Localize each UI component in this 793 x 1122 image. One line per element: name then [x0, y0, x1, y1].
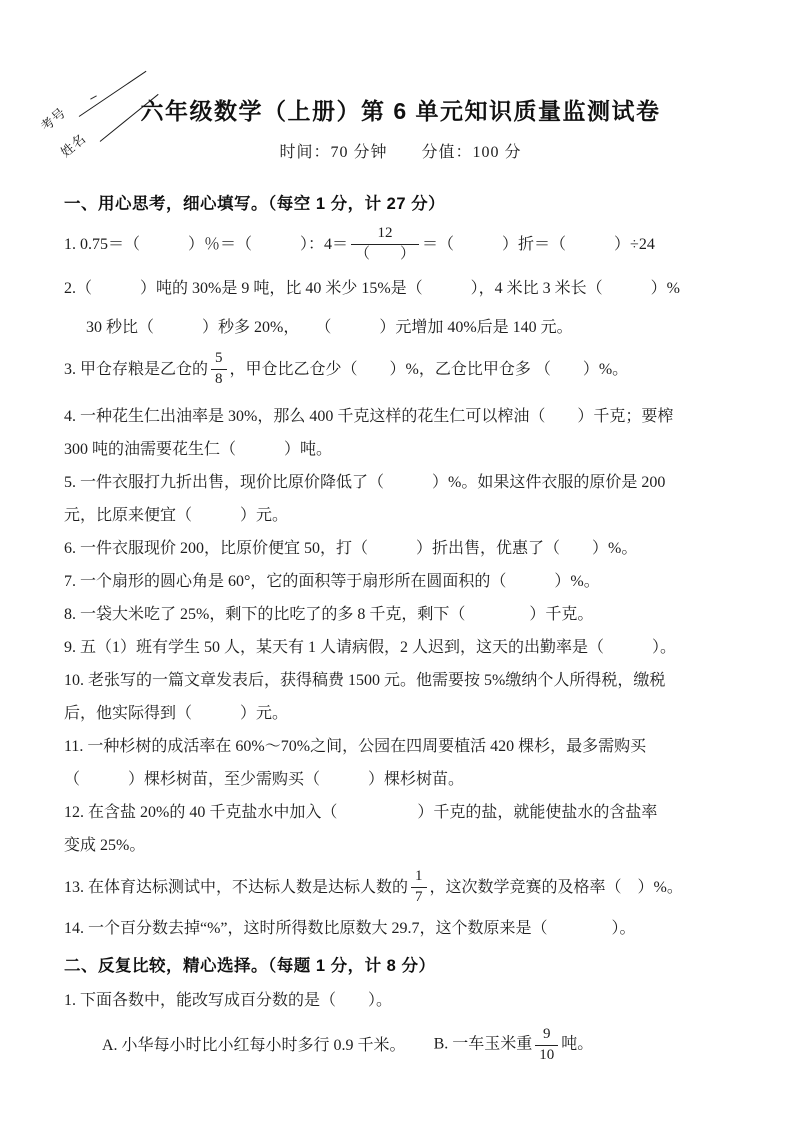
section2-q1-options	[64, 1017, 737, 1073]
section2-heading: 二、反复比较，精心选择。（每题 1 分，计 8 分）	[64, 957, 436, 975]
q13-pre: 13. 在体育达标测试中，不达标人数是达标人数的	[64, 878, 409, 896]
question-9: 9. 五（1）班有学生 50 人，某天有 1 人请病假，2 人迟到，这天的出勤率是（ ）。	[64, 639, 677, 656]
option-b-post: 吨。	[561, 1035, 594, 1053]
question-4-line2: 300 吨的油需要花生仁（ ）吨。	[64, 441, 333, 458]
q3-fraction-denominator: 8	[211, 369, 227, 388]
question-14: 14. 一个百分数去掉“%”，这时所得数比原数大 29.7，这个数原来是（ ）。	[64, 920, 636, 937]
q3-pre: 3. 甲仓存粮是乙仓的	[64, 360, 209, 378]
q1-post: ＝（ ）折＝（ ）÷24	[422, 235, 655, 253]
q1-fraction-numerator: 12	[377, 225, 393, 242]
question-8: 8. 一袋大米吃了 25%，剩下的比吃了的多 8 千克，剩下（ ）千克。	[64, 606, 594, 623]
q13-fraction-denominator: 7	[411, 887, 427, 906]
question-3	[64, 344, 737, 394]
q1-fraction-denominator: （ ）	[351, 244, 419, 263]
option-b-fraction	[535, 1026, 558, 1064]
q13-fraction	[411, 868, 427, 906]
question-1	[64, 219, 737, 269]
section2-question-1: 1. 下面各数中，能改写成百分数的是（ ）。	[64, 992, 393, 1009]
question-12-line2: 变成 25%。	[64, 837, 146, 854]
question-7: 7. 一个扇形的圆心角是 60°，它的面积等于扇形所在圆面积的（ ）%。	[64, 573, 600, 590]
q3-fraction	[211, 350, 227, 388]
q1-fraction	[351, 225, 419, 263]
q1-pre: 1. 0.75＝（ ）％＝（ ）：4＝	[64, 235, 349, 253]
q13-fraction-numerator: 1	[415, 868, 423, 885]
question-5-line2: 元，比原来便宜（ ）元。	[64, 507, 289, 524]
q3-fraction-numerator: 5	[215, 350, 223, 367]
question-13	[64, 862, 737, 912]
option-b-pre: B. 一车玉米重	[433, 1035, 533, 1053]
option-a: A. 小华每小时比小红每小时多行 0.9 千米。	[102, 1036, 406, 1054]
section1-heading: 一、用心思考，细心填写。（每空 1 分，计 27 分）	[64, 195, 446, 213]
question-10-line2: 后，他实际得到（ ）元。	[64, 705, 289, 722]
question-6: 6. 一件衣服现价 200，比原价便宜 50，打（ ）折出售，优惠了（ ）%。	[64, 540, 638, 557]
question-5-line1: 5. 一件衣服打九折出售，现价比原价降低了（ ）%。如果这件衣服的原价是 200	[64, 474, 666, 491]
paper-time-score: 时间：70 分钟 分值：100 分	[279, 144, 522, 161]
option-b	[434, 1026, 594, 1064]
question-11-line2: （ ）棵杉树苗，至少需购买（ ）棵杉树苗。	[64, 771, 465, 788]
question-10-line1: 10. 老张写的一篇文章发表后，获得稿费 1500 元。他需要按 5%缴纳个人所得税，缴税	[64, 672, 666, 689]
question-11-line1: 11. 一种杉树的成活率在 60%～70%之间，公园在四周要植活 420 棵杉，最多需购买	[64, 738, 647, 755]
option-b-fraction-denominator: 10	[535, 1045, 558, 1064]
question-2-line1: 2.（ ）吨的 30%是 9 吨，比 40 米少 15%是（ ），4 米比 3 米长（ ）%	[64, 280, 680, 297]
q13-post: ，这次数学竞赛的及格率（ ）%。	[429, 878, 683, 896]
question-2-line2: 30 秒比（ ）秒多 20%， （ ）元增加 40%后是 140 元。	[86, 319, 573, 336]
paper-title: 六年级数学（上册）第 6 单元知识质量监测试卷	[140, 98, 661, 124]
question-12-line1: 12. 在含盐 20%的 40 千克盐水中加入（ ）千克的盐，就能使盐水的含盐率	[64, 804, 658, 821]
exam-number-label: 考号	[37, 104, 69, 135]
student-name-label: 姓名	[57, 130, 89, 161]
option-b-fraction-numerator: 9	[543, 1026, 551, 1043]
question-4-line1: 4. 一种花生仁出油率是 30%，那么 400 千克这样的花生仁可以榨油（ ）千克；要榨	[64, 408, 674, 425]
q3-post: ，甲仓比乙仓少（ ）%，乙仓比甲仓多 （ ）%。	[229, 360, 629, 378]
